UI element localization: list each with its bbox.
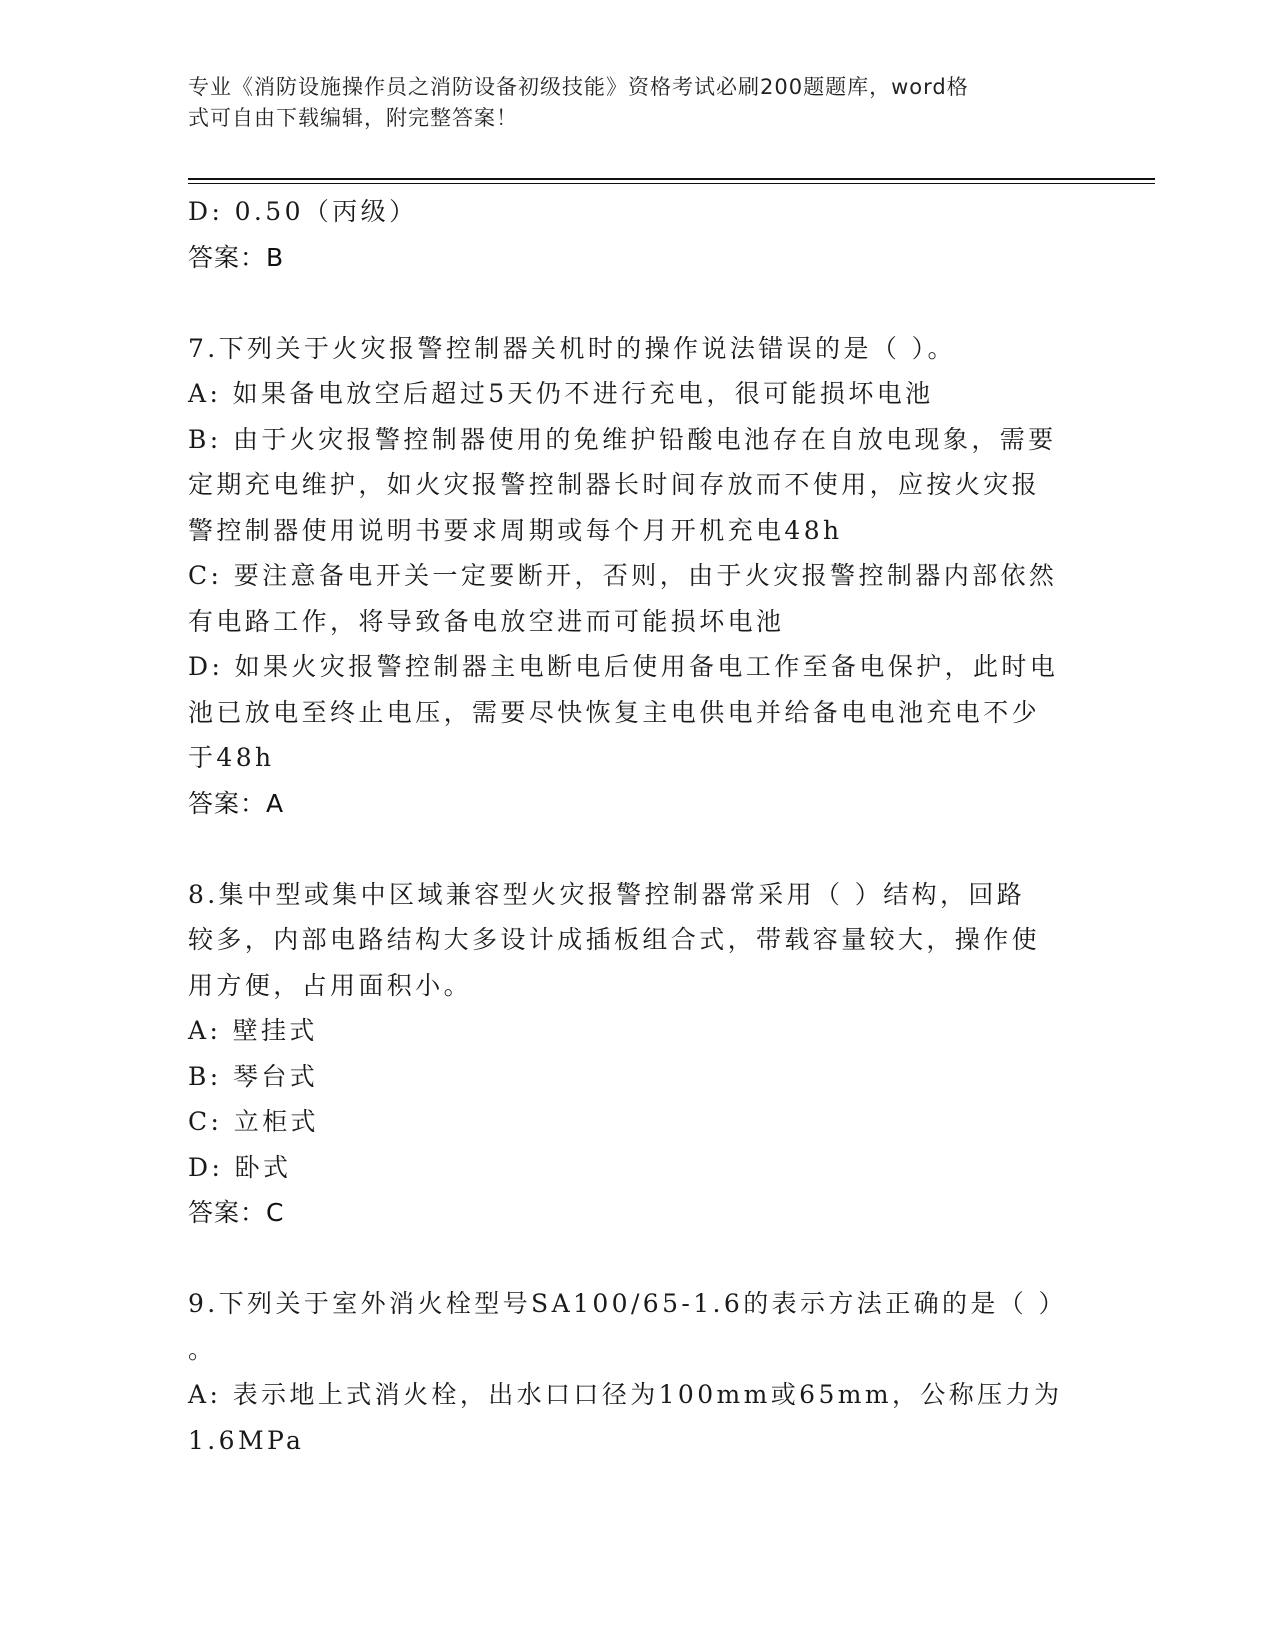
q8-answer: 答案：C [188, 1198, 285, 1227]
q7-option-b-line-3: 警控制器使用说明书要求周期或每个月开机充电48h [188, 515, 843, 545]
q7-option-d-line-3: 于48h [188, 743, 275, 772]
q7-option-b-line-1: B: 由于火灾报警控制器使用的免维护铅酸电池存在自放电现象，需要 [188, 424, 1057, 454]
header-line-1: 专业《消防设施操作员之消防设备初级技能》资格考试必刷200题题库，word格 [188, 75, 969, 99]
q8-stem-line-1: 8.集中型或集中区域兼容型火灾报警控制器常采用（ ）结构，回路 [188, 879, 1026, 909]
q7-stem: 7.下列关于火灾报警控制器关机时的操作说法错误的是（ ）。 [188, 333, 956, 363]
q8-option-c: C: 立柜式 [188, 1107, 319, 1136]
header-divider-thin [188, 183, 1155, 184]
question-content [188, 189, 1088, 1463]
q7-option-c-line-2: 有电路工作，将导致备电放空进而可能损坏电池 [188, 606, 785, 636]
q8-stem-line-3: 用方便，占用面积小。 [188, 970, 473, 1000]
q6-answer: 答案：B [188, 242, 285, 272]
spacer [188, 826, 1088, 872]
q6-option-d: D: 0.50（丙级） [188, 197, 418, 226]
header-line-2: 式可自由下载编辑，附完整答案！ [188, 106, 518, 130]
q8-stem-line-2: 较多，内部电路结构大多设计成插板组合式，带载容量较大，操作使 [188, 925, 1041, 954]
q9-option-a-line-2: 1.6MPa [188, 1425, 305, 1455]
q7-option-d-line-1: D: 如果火灾报警控制器主电断电后使用备电工作至备电保护，此时电 [188, 652, 1059, 681]
q7-answer: 答案：A [188, 788, 285, 818]
q7-option-b-line-2: 定期充电维护，如火灾报警控制器长时间存放而不使用，应按火灾报 [188, 470, 1041, 499]
q8-option-a: A: 壁挂式 [188, 1016, 318, 1045]
q7-option-a: A: 如果备电放空后超过5天仍不进行充电，很可能损坏电池 [188, 379, 934, 408]
q9-option-a-line-1: A: 表示地上式消火栓，出水口口径为100mm或65mm，公称压力为 [188, 1380, 1063, 1409]
spacer [188, 280, 1088, 326]
q7-option-d-line-2: 池已放电至终止电压，需要尽快恢复主电供电并给备电电池充电不少 [188, 697, 1041, 727]
spacer [188, 1236, 1088, 1282]
document-header [188, 72, 1068, 134]
q8-option-d: D: 卧式 [188, 1152, 292, 1182]
q9-stem-line-2: 。 [188, 1334, 217, 1364]
q7-option-c-line-1: C: 要注意备电开关一定要断开，否则，由于火灾报警控制器内部依然 [188, 561, 1058, 590]
header-divider-thick [188, 178, 1155, 180]
q9-stem-line-1: 9.下列关于室外消火栓型号SA100/65-1.6的表示方法正确的是（ ） [188, 1289, 1067, 1318]
q8-option-b: B: 琴台式 [188, 1061, 319, 1091]
